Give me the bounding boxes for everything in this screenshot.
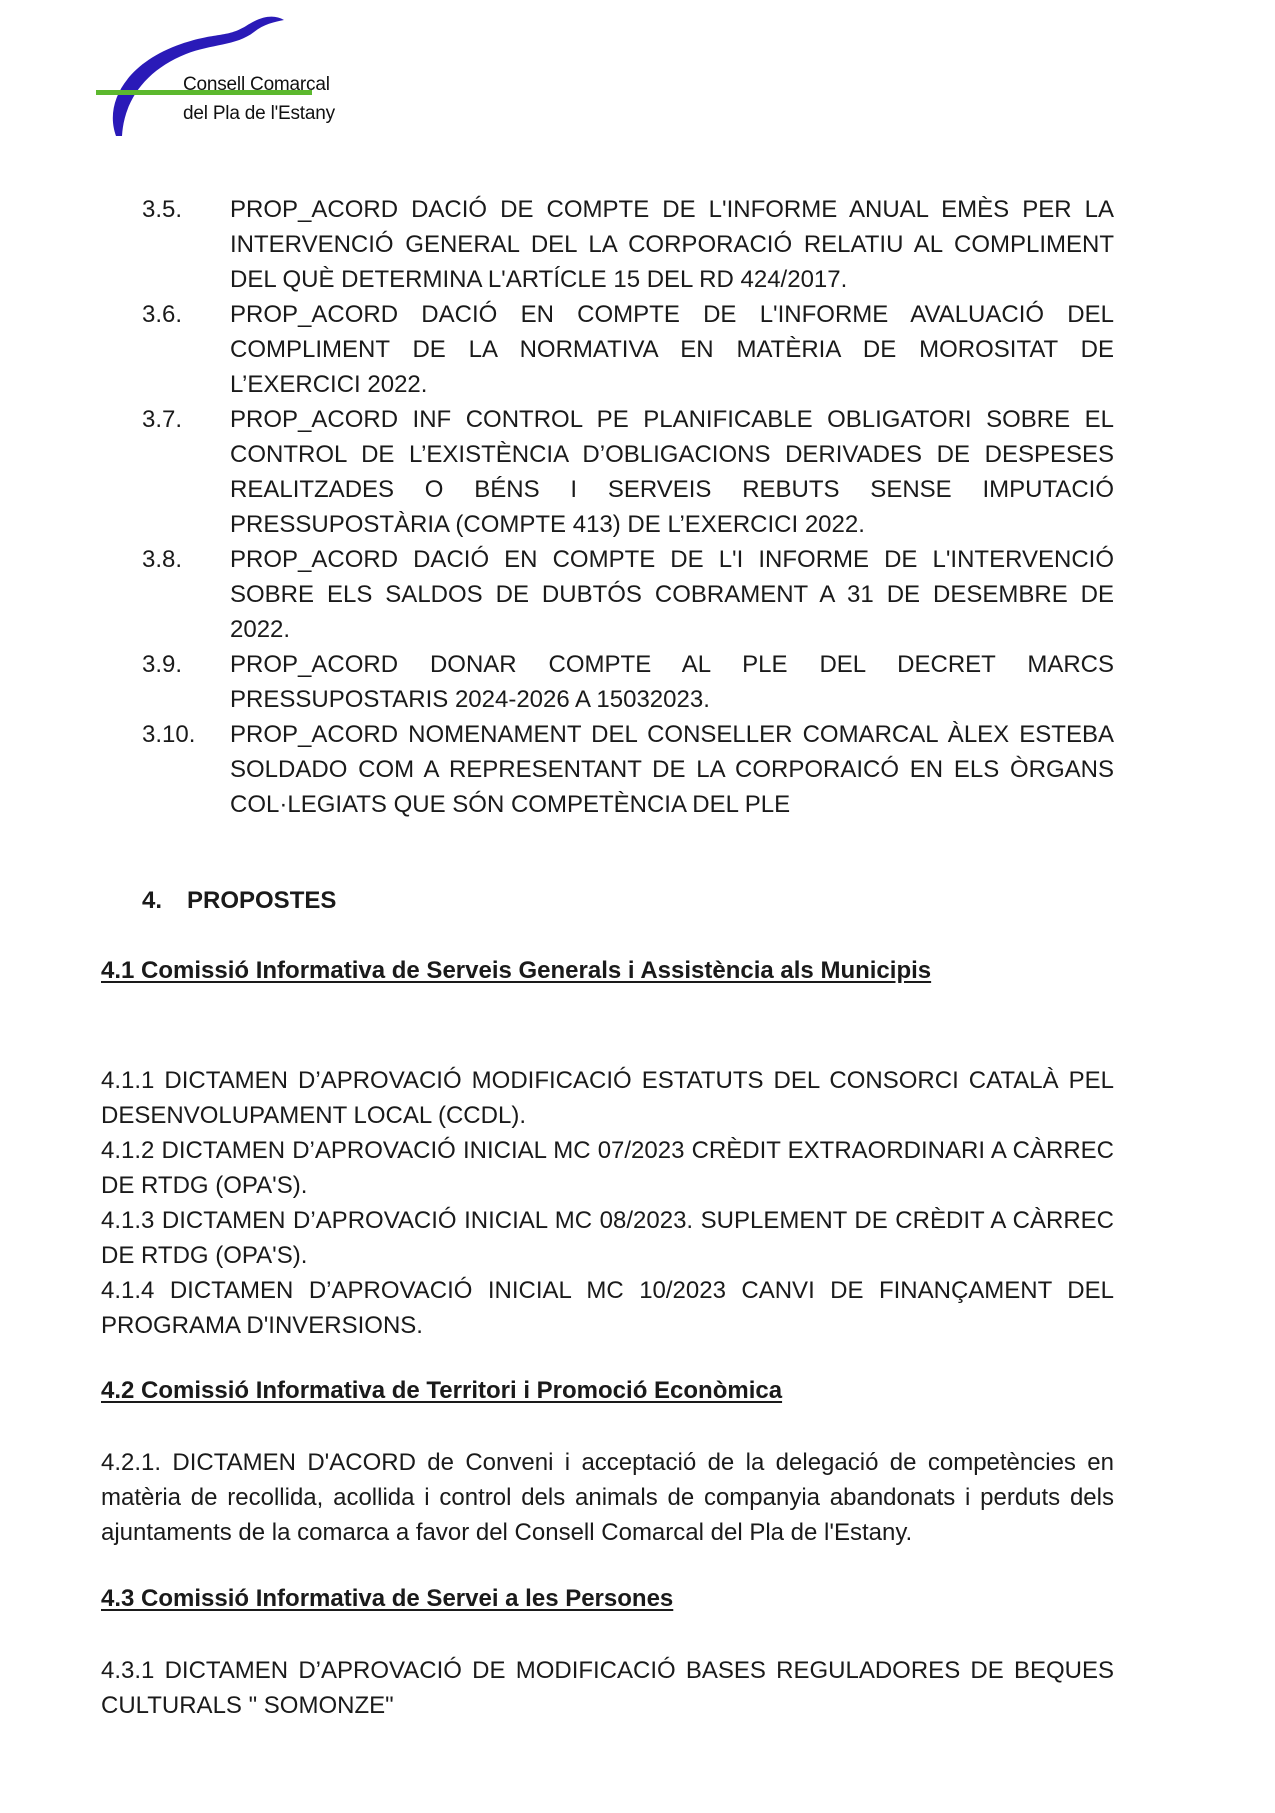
dictamen-paragraph: 4.1.4 DICTAMEN D’APROVACIÓ INICIAL MC 10/2023 CANVI DE FINANÇAMENT DEL PROGRAMA D'INVERSIONS.	[101, 1277, 1114, 1339]
agenda-item-text: PROP_ACORD INF CONTROL PE PLANIFICABLE OBLIGATORI SOBRE EL CONTROL DE L’EXISTÈNCIA D’OBLIGACIONS DERIVADES DE DESPESES REALITZADES O BÉNS I SERVEIS REBUTS SENSE IMPUTACIÓ PRESSUPOSTÀRIA (COMPTE 413) DE L’EXERCICI 2022.	[230, 406, 1114, 538]
logo-line-1: Consell Comarcal	[183, 74, 330, 95]
section-heading-number: 4.	[142, 887, 163, 914]
agenda-item	[142, 297, 1114, 402]
logo-line-2: del Pla de l'Estany	[183, 103, 335, 124]
agenda-item-text: PROP_ACORD NOMENAMENT DEL CONSELLER COMARCAL ÀLEX ESTEBA SOLDADO COM A REPRESENTANT DE LA CORPORAICÓ EN ELS ÒRGANS COL·LEGIATS QUE SÓN COMPETÈNCIA DEL PLE	[230, 721, 1114, 818]
agenda-item-number: 3.5.	[142, 196, 183, 223]
agenda-item	[142, 647, 1114, 717]
dictamen-paragraph: 4.2.1. DICTAMEN D'ACORD de Conveni i acceptació de la delegació de competències en matèria de recollida, acollida i control dels animals de companyia abandonats i perduts dels ajuntaments de la comarca a favor del Consell Comarcal del Pla de l'Estany.	[101, 1449, 1114, 1546]
agenda-item	[142, 402, 1114, 542]
section-heading-title: PROPOSTES	[187, 887, 337, 914]
subsection-body-4-2	[101, 1445, 1114, 1550]
agenda-item-number: 3.7.	[142, 406, 183, 433]
subsection-title-4-3: 4.3 Comissió Informativa de Servei a les Persones	[101, 1585, 674, 1612]
dictamen-paragraph: 4.1.2 DICTAMEN D’APROVACIÓ INICIAL MC 07/2023 CRÈDIT EXTRAORDINARI A CÀRREC DE RTDG (OPA'S).	[101, 1137, 1114, 1199]
subsection-body-4-3	[101, 1653, 1114, 1723]
subsection-title-4-1: 4.1 Comissió Informativa de Serveis Generals i Assistència als Municipis	[101, 957, 932, 984]
agenda-item-text: PROP_ACORD DACIÓ DE COMPTE DE L'INFORME ANUAL EMÈS PER LA INTERVENCIÓ GENERAL DEL LA CORPORACIÓ RELATIU AL COMPLIMENT DEL QUÈ DETERMINA L'ARTÍCLE 15 DEL RD 424/2017.	[230, 196, 1114, 293]
dictamen-paragraph: 4.1.1 DICTAMEN D’APROVACIÓ MODIFICACIÓ ESTATUTS DEL CONSORCI CATALÀ PEL DESENVOLUPAMENT LOCAL (CCDL).	[101, 1067, 1114, 1129]
agenda-items-list	[142, 192, 1114, 822]
agenda-item-number: 3.6.	[142, 301, 183, 328]
agenda-item-number: 3.8.	[142, 546, 183, 573]
subsection-body-4-1	[101, 1063, 1114, 1343]
agenda-item-text: PROP_ACORD DACIÓ EN COMPTE DE L'INFORME AVALUACIÓ DEL COMPLIMENT DE LA NORMATIVA EN MATÈRIA DE MOROSITAT DE L’EXERCICI 2022.	[230, 301, 1114, 398]
agenda-item-number: 3.10.	[142, 721, 196, 748]
dictamen-paragraph: 4.1.3 DICTAMEN D’APROVACIÓ INICIAL MC 08/2023. SUPLEMENT DE CRÈDIT A CÀRREC DE RTDG (OPA'S).	[101, 1207, 1114, 1269]
agenda-item-number: 3.9.	[142, 651, 183, 678]
agenda-item-text: PROP_ACORD DONAR COMPTE AL PLE DEL DECRET MARCS PRESSUPOSTARIS 2024-2026 A 15032023.	[230, 651, 1114, 713]
section-heading-propostes	[142, 887, 336, 915]
agenda-item-text: PROP_ACORD DACIÓ EN COMPTE DE L'I INFORME DE L'INTERVENCIÓ SOBRE ELS SALDOS DE DUBTÓS COBRAMENT A 31 DE DESEMBRE DE 2022.	[230, 546, 1114, 643]
agenda-item	[142, 542, 1114, 647]
agenda-item	[142, 717, 1114, 822]
dictamen-paragraph: 4.3.1 DICTAMEN D’APROVACIÓ DE MODIFICACIÓ BASES REGULADORES DE BEQUES CULTURALS " SOMONZE"	[101, 1657, 1114, 1719]
subsection-title-4-2: 4.2 Comissió Informativa de Territori i Promoció Econòmica	[101, 1377, 783, 1404]
consell-comarcal-logo	[96, 8, 366, 144]
agenda-item	[142, 192, 1114, 297]
